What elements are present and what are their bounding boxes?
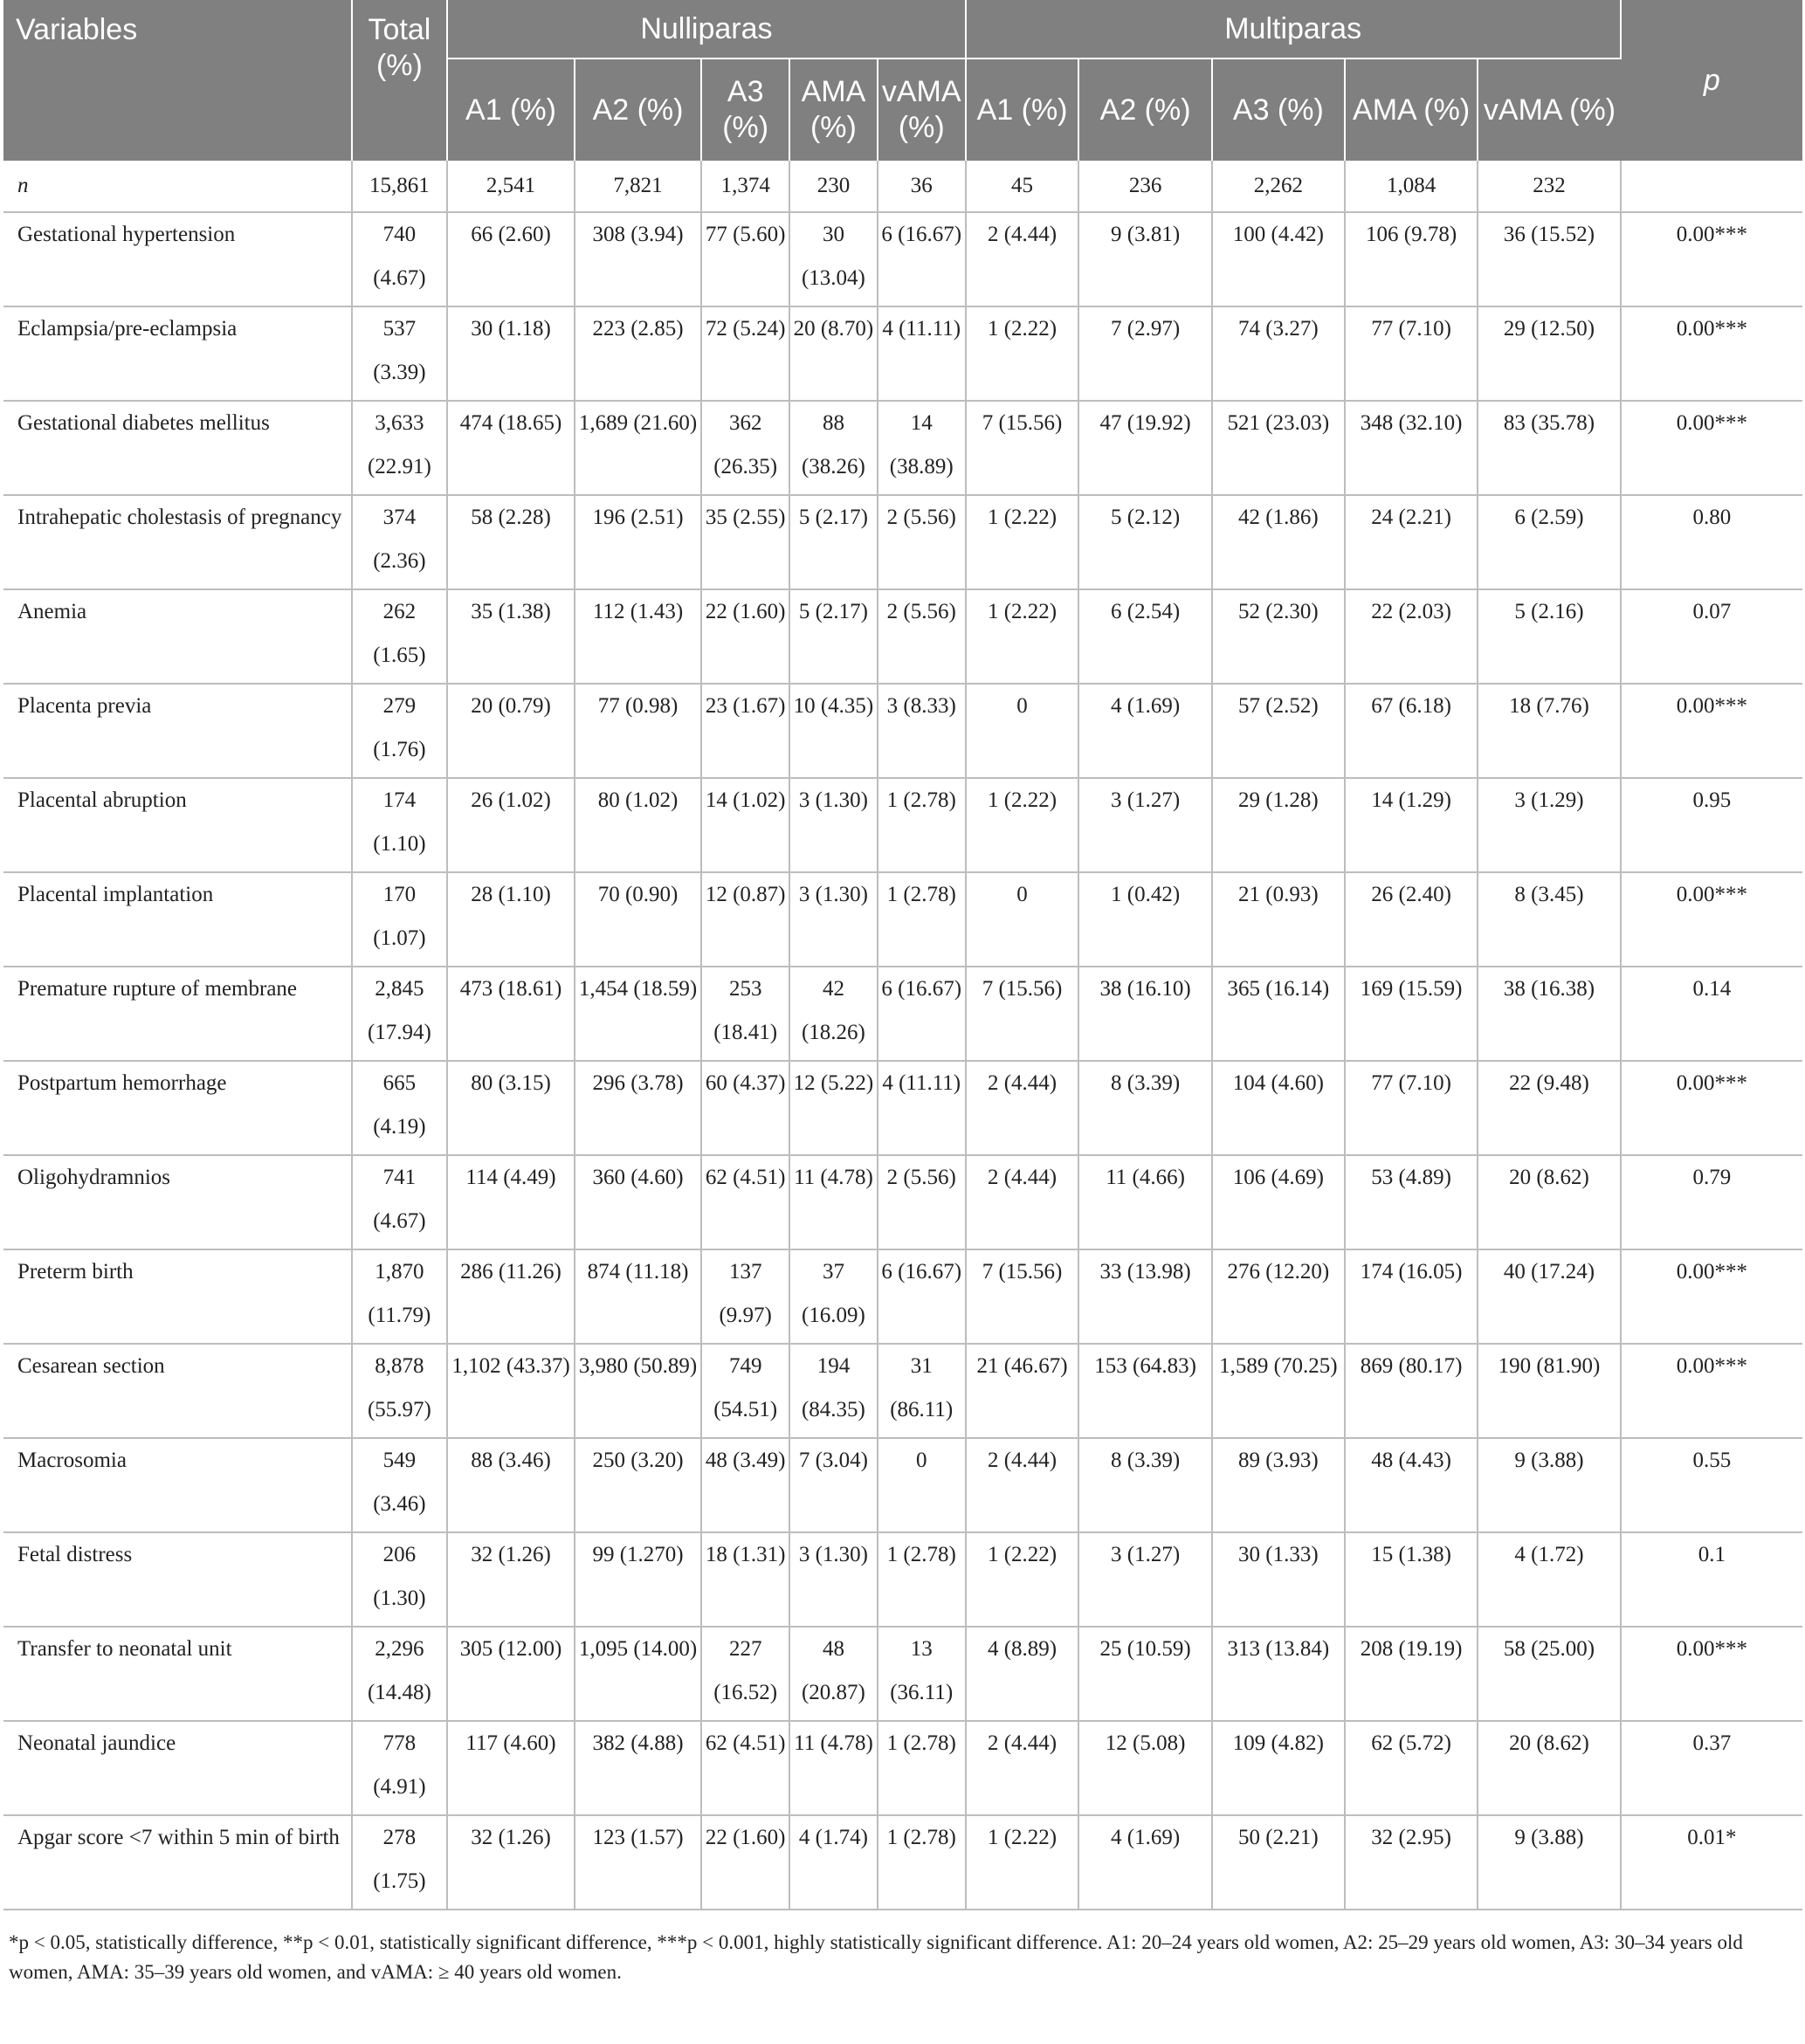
table-row [3,401,1802,495]
table-cell: 7 (2.97) [1078,306,1211,401]
table-cell: 4 (11.11) [878,306,966,401]
table-cell: 190 (81.90) [1478,1344,1620,1438]
table-cell: 6 (16.67) [878,967,966,1061]
table-cell: 2 (4.44) [966,1155,1079,1249]
table-cell: 77 (0.98) [575,684,702,778]
table-cell: 50 (2.21) [1212,1815,1345,1910]
table-cell: 874 (11.18) [575,1249,702,1344]
table-cell: 1,589 (70.25) [1212,1344,1345,1438]
table-cell: 2 (4.44) [966,1721,1079,1815]
table-cell: 2 (5.56) [878,1155,966,1249]
table-cell: 40 (17.24) [1478,1249,1620,1344]
table-cell: 2,845 (17.94) [352,967,448,1061]
table-cell: 18 (1.31) [701,1532,789,1627]
table-cell: 7 (3.04) [789,1438,878,1532]
table-cell: 749 (54.51) [701,1344,789,1438]
table-row [3,1344,1802,1438]
table-cell: 83 (35.78) [1478,401,1620,495]
table-cell: 35 (2.55) [701,495,789,589]
table-cell: 23 (1.67) [701,684,789,778]
table-cell: 170 (1.07) [352,872,448,967]
table-cell: 77 (7.10) [1345,1061,1478,1155]
table-cell: 80 (1.02) [575,778,702,872]
table-cell: 1 (2.78) [878,1721,966,1815]
table-cell: 8 (3.39) [1078,1438,1211,1532]
table-cell: 30 (1.18) [447,306,575,401]
table-row [3,589,1802,684]
table-cell: 21 (46.67) [966,1344,1079,1438]
table-cell: 2 (4.44) [966,1438,1079,1532]
table-cell: 62 (5.72) [1345,1721,1478,1815]
table-cell: 32 (2.95) [1345,1815,1478,1910]
table-row [3,684,1802,778]
table-cell: 88 (38.26) [789,401,878,495]
table-cell: 3,633 (22.91) [352,401,448,495]
table-cell: 227 (16.52) [701,1627,789,1721]
table-cell: 474 (18.65) [447,401,575,495]
table-cell: 4 (8.89) [966,1627,1079,1721]
table-cell: 279 (1.76) [352,684,448,778]
table-cell: 28 (1.10) [447,872,575,967]
table-cell: 32 (1.26) [447,1532,575,1627]
table-cell: 20 (0.79) [447,684,575,778]
table-row [3,778,1802,872]
table-cell: 276 (12.20) [1212,1249,1345,1344]
header-total: Total (%) [352,0,448,161]
table-cell: 6 (2.54) [1078,589,1211,684]
table-row [3,1249,1802,1344]
row-label: Cesarean section [3,1344,352,1438]
table-cell: 0 [966,684,1079,778]
table-row [3,212,1802,306]
table-cell: 1,095 (14.00) [575,1627,702,1721]
table-cell: 7,821 [575,161,702,212]
table-cell: 3 (1.29) [1478,778,1620,872]
table-cell: 42 (18.26) [789,967,878,1061]
table-cell: 32 (1.26) [447,1815,575,1910]
table-cell: 72 (5.24) [701,306,789,401]
table-row [3,1815,1802,1910]
table-cell: 58 (25.00) [1478,1627,1620,1721]
table-cell: 12 (5.22) [789,1061,878,1155]
p-value-cell: 0.00*** [1621,1344,1802,1438]
table-cell: 6 (16.67) [878,1249,966,1344]
table-cell: 67 (6.18) [1345,684,1478,778]
table-cell: 5 (2.17) [789,495,878,589]
table-cell: 89 (3.93) [1212,1438,1345,1532]
row-label: Placenta previa [3,684,352,778]
table-cell: 33 (13.98) [1078,1249,1211,1344]
table-cell: 9 (3.88) [1478,1815,1620,1910]
header-p: p [1621,0,1802,161]
table-cell: 80 (3.15) [447,1061,575,1155]
table-cell: 665 (4.19) [352,1061,448,1155]
p-value-cell: 0.37 [1621,1721,1802,1815]
table-cell: 549 (3.46) [352,1438,448,1532]
header-subgroup: A1 (%) [447,58,575,161]
table-cell: 45 [966,161,1079,212]
row-label: Preterm birth [3,1249,352,1344]
table-cell: 53 (4.89) [1345,1155,1478,1249]
row-label: Macrosomia [3,1438,352,1532]
table-cell: 12 (0.87) [701,872,789,967]
table-row [3,495,1802,589]
header-multiparas: Multiparas [966,0,1621,58]
p-value-cell: 0.00*** [1621,212,1802,306]
p-value-cell: 0.00*** [1621,872,1802,967]
table-cell: 5 (2.12) [1078,495,1211,589]
table-cell: 106 (9.78) [1345,212,1478,306]
p-value-cell: 0.00*** [1621,306,1802,401]
table-cell: 308 (3.94) [575,212,702,306]
table-cell: 1 (2.22) [966,589,1079,684]
table-footnote: *p < 0.05, statistically difference, **p < 0.01, statistically significant difference, ***p < 0.001, highly statistically significant difference. A1: 20–24 years old women, A2: 25–29 years old women, A3: 30–34 years old women, AMA: 35–39 years old women, and vAMA: ≥ 40 years old women. [9,1931,1743,1983]
table-cell: 29 (1.28) [1212,778,1345,872]
table-cell: 88 (3.46) [447,1438,575,1532]
table-row [3,1155,1802,1249]
table-cell: 5 (2.17) [789,589,878,684]
table-cell: 3 (1.30) [789,872,878,967]
header-subgroup: vAMA (%) [878,58,966,161]
table-cell: 1 (2.78) [878,1815,966,1910]
table-cell: 2,296 (14.48) [352,1627,448,1721]
table-cell: 36 [878,161,966,212]
table-cell: 3 (1.27) [1078,1532,1211,1627]
row-label: Postpartum hemorrhage [3,1061,352,1155]
table-row [3,161,1802,212]
p-value-cell: 0.1 [1621,1532,1802,1627]
table-cell: 0 [966,872,1079,967]
p-value-cell: 0.07 [1621,589,1802,684]
table-cell: 137 (9.97) [701,1249,789,1344]
table-cell: 741 (4.67) [352,1155,448,1249]
table-container [3,0,1802,1987]
table-cell: 223 (2.85) [575,306,702,401]
table-cell: 30 (1.33) [1212,1532,1345,1627]
row-label: Eclampsia/pre-eclampsia [3,306,352,401]
table-cell: 4 (1.69) [1078,1815,1211,1910]
header-subgroup: A1 (%) [966,58,1079,161]
table-cell: 473 (18.61) [447,967,575,1061]
table-cell: 9 (3.81) [1078,212,1211,306]
table-cell: 48 (4.43) [1345,1438,1478,1532]
table-cell: 360 (4.60) [575,1155,702,1249]
table-cell: 29 (12.50) [1478,306,1620,401]
table-cell: 30 (13.04) [789,212,878,306]
table-cell: 313 (13.84) [1212,1627,1345,1721]
table-cell: 100 (4.42) [1212,212,1345,306]
table-cell: 1 (2.22) [966,306,1079,401]
table-cell: 348 (32.10) [1345,401,1478,495]
row-label: Placental abruption [3,778,352,872]
table-cell: 2,541 [447,161,575,212]
table-cell: 99 (1.270) [575,1532,702,1627]
table-cell: 123 (1.57) [575,1815,702,1910]
header-subgroup: AMA (%) [1345,58,1478,161]
table-cell: 38 (16.38) [1478,967,1620,1061]
table-cell: 15 (1.38) [1345,1532,1478,1627]
table-cell: 8,878 (55.97) [352,1344,448,1438]
table-cell: 1 (2.22) [966,1815,1079,1910]
table-cell: 74 (3.27) [1212,306,1345,401]
table-cell: 1 (2.22) [966,495,1079,589]
p-value-cell: 0.00*** [1621,401,1802,495]
table-cell: 3 (8.33) [878,684,966,778]
table-cell: 1,084 [1345,161,1478,212]
table-cell: 153 (64.83) [1078,1344,1211,1438]
table-cell: 15,861 [352,161,448,212]
table-row [3,306,1802,401]
table-cell: 22 (9.48) [1478,1061,1620,1155]
table-cell: 1,102 (43.37) [447,1344,575,1438]
row-label: n [3,161,352,212]
table-cell: 0 [878,1438,966,1532]
table-cell: 1 (2.78) [878,872,966,967]
table-cell: 58 (2.28) [447,495,575,589]
table-cell: 3 (1.27) [1078,778,1211,872]
table-cell: 236 [1078,161,1211,212]
table-cell: 232 [1478,161,1620,212]
table-cell: 11 (4.66) [1078,1155,1211,1249]
table-cell: 1 (2.22) [966,1532,1079,1627]
table-row [3,1061,1802,1155]
table-cell: 206 (1.30) [352,1532,448,1627]
header-subgroup: A2 (%) [1078,58,1211,161]
row-label: Gestational hypertension [3,212,352,306]
row-label: Intrahepatic cholestasis of pregnancy [3,495,352,589]
table-cell: 62 (4.51) [701,1155,789,1249]
p-value-cell: 0.00*** [1621,684,1802,778]
table-cell: 24 (2.21) [1345,495,1478,589]
table-cell: 14 (1.02) [701,778,789,872]
table-cell: 2 (5.56) [878,495,966,589]
table-cell: 374 (2.36) [352,495,448,589]
table-cell: 48 (3.49) [701,1438,789,1532]
table-cell: 196 (2.51) [575,495,702,589]
table-cell: 11 (4.78) [789,1155,878,1249]
row-label: Anemia [3,589,352,684]
table-cell: 8 (3.39) [1078,1061,1211,1155]
table-cell: 26 (2.40) [1345,872,1478,967]
table-cell: 6 (16.67) [878,212,966,306]
table-cell: 77 (7.10) [1345,306,1478,401]
p-value-cell: 0.14 [1621,967,1802,1061]
table-cell: 47 (19.92) [1078,401,1211,495]
table-cell: 3,980 (50.89) [575,1344,702,1438]
header-subgroup: A2 (%) [575,58,702,161]
table-cell: 60 (4.37) [701,1061,789,1155]
table-cell: 2,262 [1212,161,1345,212]
table-cell: 106 (4.69) [1212,1155,1345,1249]
table-cell: 5 (2.16) [1478,589,1620,684]
table-row [3,872,1802,967]
table-cell: 26 (1.02) [447,778,575,872]
p-value-cell: 0.00*** [1621,1061,1802,1155]
table-cell: 14 (38.89) [878,401,966,495]
table-row [3,1627,1802,1721]
table-cell: 1,870 (11.79) [352,1249,448,1344]
table-cell: 38 (16.10) [1078,967,1211,1061]
table-cell: 22 (2.03) [1345,589,1478,684]
table-cell: 11 (4.78) [789,1721,878,1815]
row-label: Oligohydramnios [3,1155,352,1249]
row-label: Transfer to neonatal unit [3,1627,352,1721]
table-cell: 9 (3.88) [1478,1438,1620,1532]
table-cell: 57 (2.52) [1212,684,1345,778]
table-cell: 31 (86.11) [878,1344,966,1438]
header-subgroup: A3 (%) [1212,58,1345,161]
table-cell: 8 (3.45) [1478,872,1620,967]
header-subgroup: AMA (%) [789,58,878,161]
table-cell: 2 (5.56) [878,589,966,684]
row-label: Premature rupture of membrane [3,967,352,1061]
p-value-cell: 0.01* [1621,1815,1802,1910]
table-body [3,161,1802,1910]
table-cell: 104 (4.60) [1212,1061,1345,1155]
table-cell: 1,689 (21.60) [575,401,702,495]
table-cell: 1,374 [701,161,789,212]
table-cell: 296 (3.78) [575,1061,702,1155]
table-cell: 305 (12.00) [447,1627,575,1721]
header-nulliparas: Nulliparas [447,0,965,58]
table-cell: 20 (8.62) [1478,1155,1620,1249]
table-cell: 7 (15.56) [966,1249,1079,1344]
table-row [3,1532,1802,1627]
table-cell: 66 (2.60) [447,212,575,306]
table-cell: 250 (3.20) [575,1438,702,1532]
table-cell: 4 (1.72) [1478,1532,1620,1627]
row-label: Neonatal jaundice [3,1721,352,1815]
table-cell: 208 (19.19) [1345,1627,1478,1721]
table-cell: 52 (2.30) [1212,589,1345,684]
table-cell: 20 (8.70) [789,306,878,401]
table-cell: 3 (1.30) [789,778,878,872]
table-cell: 1 (2.78) [878,1532,966,1627]
table-cell: 21 (0.93) [1212,872,1345,967]
table-cell: 114 (4.49) [447,1155,575,1249]
table-cell: 48 (20.87) [789,1627,878,1721]
p-value-cell: 0.00*** [1621,1249,1802,1344]
table-cell: 4 (11.11) [878,1061,966,1155]
table-cell: 42 (1.86) [1212,495,1345,589]
table-cell: 10 (4.35) [789,684,878,778]
table-cell: 278 (1.75) [352,1815,448,1910]
table-cell: 169 (15.59) [1345,967,1478,1061]
table-cell: 25 (10.59) [1078,1627,1211,1721]
table-cell: 253 (18.41) [701,967,789,1061]
table-cell: 18 (7.76) [1478,684,1620,778]
table-cell: 869 (80.17) [1345,1344,1478,1438]
table-row [3,967,1802,1061]
p-value-cell [1621,161,1802,212]
data-table [3,0,1802,1910]
table-cell: 35 (1.38) [447,589,575,684]
table-cell: 12 (5.08) [1078,1721,1211,1815]
table-cell: 174 (1.10) [352,778,448,872]
table-cell: 740 (4.67) [352,212,448,306]
table-cell: 77 (5.60) [701,212,789,306]
table-cell: 1 (0.42) [1078,872,1211,967]
table-cell: 22 (1.60) [701,589,789,684]
table-cell: 230 [789,161,878,212]
table-cell: 7 (15.56) [966,401,1079,495]
table-cell: 4 (1.69) [1078,684,1211,778]
row-label: Placental implantation [3,872,352,967]
table-cell: 194 (84.35) [789,1344,878,1438]
table-cell: 22 (1.60) [701,1815,789,1910]
table-cell: 778 (4.91) [352,1721,448,1815]
table-cell: 62 (4.51) [701,1721,789,1815]
table-cell: 20 (8.62) [1478,1721,1620,1815]
table-cell: 2 (4.44) [966,212,1079,306]
table-cell: 4 (1.74) [789,1815,878,1910]
p-value-cell: 0.55 [1621,1438,1802,1532]
table-cell: 1,454 (18.59) [575,967,702,1061]
table-cell: 365 (16.14) [1212,967,1345,1061]
p-value-cell: 0.79 [1621,1155,1802,1249]
table-cell: 112 (1.43) [575,589,702,684]
table-cell: 286 (11.26) [447,1249,575,1344]
table-cell: 1 (2.78) [878,778,966,872]
table-row [3,1438,1802,1532]
table-cell: 262 (1.65) [352,589,448,684]
table-cell: 2 (4.44) [966,1061,1079,1155]
header-row-groups [3,0,1802,58]
row-label: Apgar score <7 within 5 min of birth [3,1815,352,1910]
table-cell: 7 (15.56) [966,967,1079,1061]
header-subgroup: A3 (%) [701,58,789,161]
table-cell: 521 (23.03) [1212,401,1345,495]
p-value-cell: 0.80 [1621,495,1802,589]
p-value-cell: 0.95 [1621,778,1802,872]
table-cell: 1 (2.22) [966,778,1079,872]
table-cell: 70 (0.90) [575,872,702,967]
table-cell: 36 (15.52) [1478,212,1620,306]
p-value-cell: 0.00*** [1621,1627,1802,1721]
header-variables: Variables [3,0,352,161]
table-cell: 3 (1.30) [789,1532,878,1627]
table-cell: 14 (1.29) [1345,778,1478,872]
table-cell: 109 (4.82) [1212,1721,1345,1815]
row-label: Gestational diabetes mellitus [3,401,352,495]
row-label: Fetal distress [3,1532,352,1627]
table-cell: 6 (2.59) [1478,495,1620,589]
table-cell: 13 (36.11) [878,1627,966,1721]
table-cell: 174 (16.05) [1345,1249,1478,1344]
table-cell: 117 (4.60) [447,1721,575,1815]
table-cell: 362 (26.35) [701,401,789,495]
table-cell: 537 (3.39) [352,306,448,401]
table-row [3,1721,1802,1815]
table-cell: 382 (4.88) [575,1721,702,1815]
header-subgroup: vAMA (%) [1478,58,1620,161]
table-cell: 37 (16.09) [789,1249,878,1344]
